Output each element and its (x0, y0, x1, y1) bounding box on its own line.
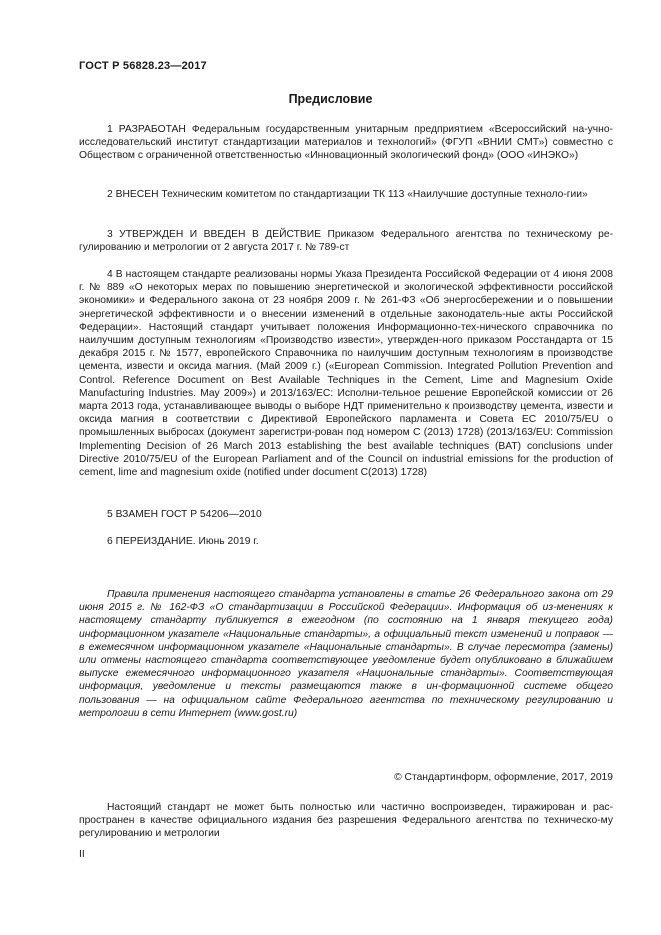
page-number: II (79, 849, 85, 860)
rules-notice: Правила применения настоящего стандарта установлены в статье 26 Федерального закона от 29 июня 2015 г. № 162-ФЗ «О стандартизации в Российской Федерации». Информация об из-менениях к настоящему стандарту публикуется в ежегодном (по состоянию на 1 января текущего года) информационном указателе «Национальные стандарты», а официальный текст изменений и поправок — в ежемесячном информационном указателе «Национальные стандарты». В случае пересмотра (замены) или отмены настоящего стандарта соответствующее уведомление будет опубликовано в ближайшем выпуске ежемесячного информационного указателя «Национальные стандарты». Соответствующая информация, уведомление и тексты размещаются также в ин-формационной системе общего пользования — на официальном сайте Федерального агентства по техническому регулированию и метрологии в сети Интернет (www.gost.ru) (79, 589, 613, 719)
foreword-item-6: 6 ПЕРЕИЗДАНИЕ. Июнь 2019 г. (107, 536, 259, 547)
foreword-item-2: 2 ВНЕСЕН Техническим комитетом по стандартизации ТК 113 «Наилучшие доступные техноло-гии» (107, 189, 588, 200)
foreword-item-3: 3 УТВЕРЖДЕН И ВВЕДЕН В ДЕЙСТВИЕ Приказом Федерального агентства по техническому ре-гулированию и метрологии от 2 августа 2017 г. № 789-ст (79, 229, 613, 254)
standard-code: ГОСТ Р 56828.23—2017 (79, 60, 207, 72)
foreword-item-4: 4 В настоящем стандарте реализованы нормы Указа Президента Российской Федерации от 4 июня 2008 г. № 889 «О некоторых мерах по повышению энергетической и экологической эффективности российской экономики» и Федерального закона от 23 ноября 2009 г. № 261-ФЗ «Об энергосбережении и о повышении энергетической эффективности и о внесении изменений в отдельные законодатель-ные акты Российской Федерации». Настоящий стандарт учитывает положения Информационно-тех-нического справочника по наилучшим доступным технологиям «Производство извести», утвержден-ного приказом Росстандарта от 15 декабря 2015 г. № 1577, европейского Справочника по наилучшим доступным технологиям в производстве цемента, извести и оксида магния. (Май 2009 г.) («European Commission. Integrated Pollution Prevention and Control. Reference Document on Best Available Techniques in the Cement, Lime and Magnesium Oxide Manufacturing Industries. May 2009») и 2013/163/EC: Исполни-тельное решение Европейской комиссии от 26 марта 2013 года, устанавливающее выводы о выборе НДТ применительно к производству цемента, извести и оксида магния в соответствии с Директивой Европейского парламента и Совета ЕС 2010/75/EU о промышленных выбросах (документ зарегистри-рован под номером С (2013) 1728) (2013/163/EU: Commission Implementing Decision of 26 March 2013 establishing the best available techniques (BAT) conclusions under Directive 2010/75/EU of the European Parliament and of the Council on industrial emissions for the production of cement, lime and magnesium oxide (notified under document C(2013) 1728) (79, 269, 613, 479)
copyright-line: © Стандартинформ, оформление, 2017, 2019 (394, 772, 613, 783)
page-title: Предисловие (288, 92, 373, 106)
reproduction-notice: Настоящий стандарт не может быть полностью или частично воспроизведен, тиражирован и рас-пространен в качестве официального издания без разрешения Федерального агентства по техническо-му регулированию и метрологии (79, 802, 613, 840)
foreword-item-5: 5 ВЗАМЕН ГОСТ Р 54206—2010 (107, 509, 262, 520)
foreword-item-1: 1 РАЗРАБОТАН Федеральным государственным унитарным предприятием «Всероссийский на-учно-исследовательский институт стандартизации материалов и технологий» (ФГУП «ВНИИ СМТ») совместно с Обществом с ограниченной ответственностью «Инновационный экологический фонд» (ООО «ИНЭКО») (79, 124, 613, 162)
